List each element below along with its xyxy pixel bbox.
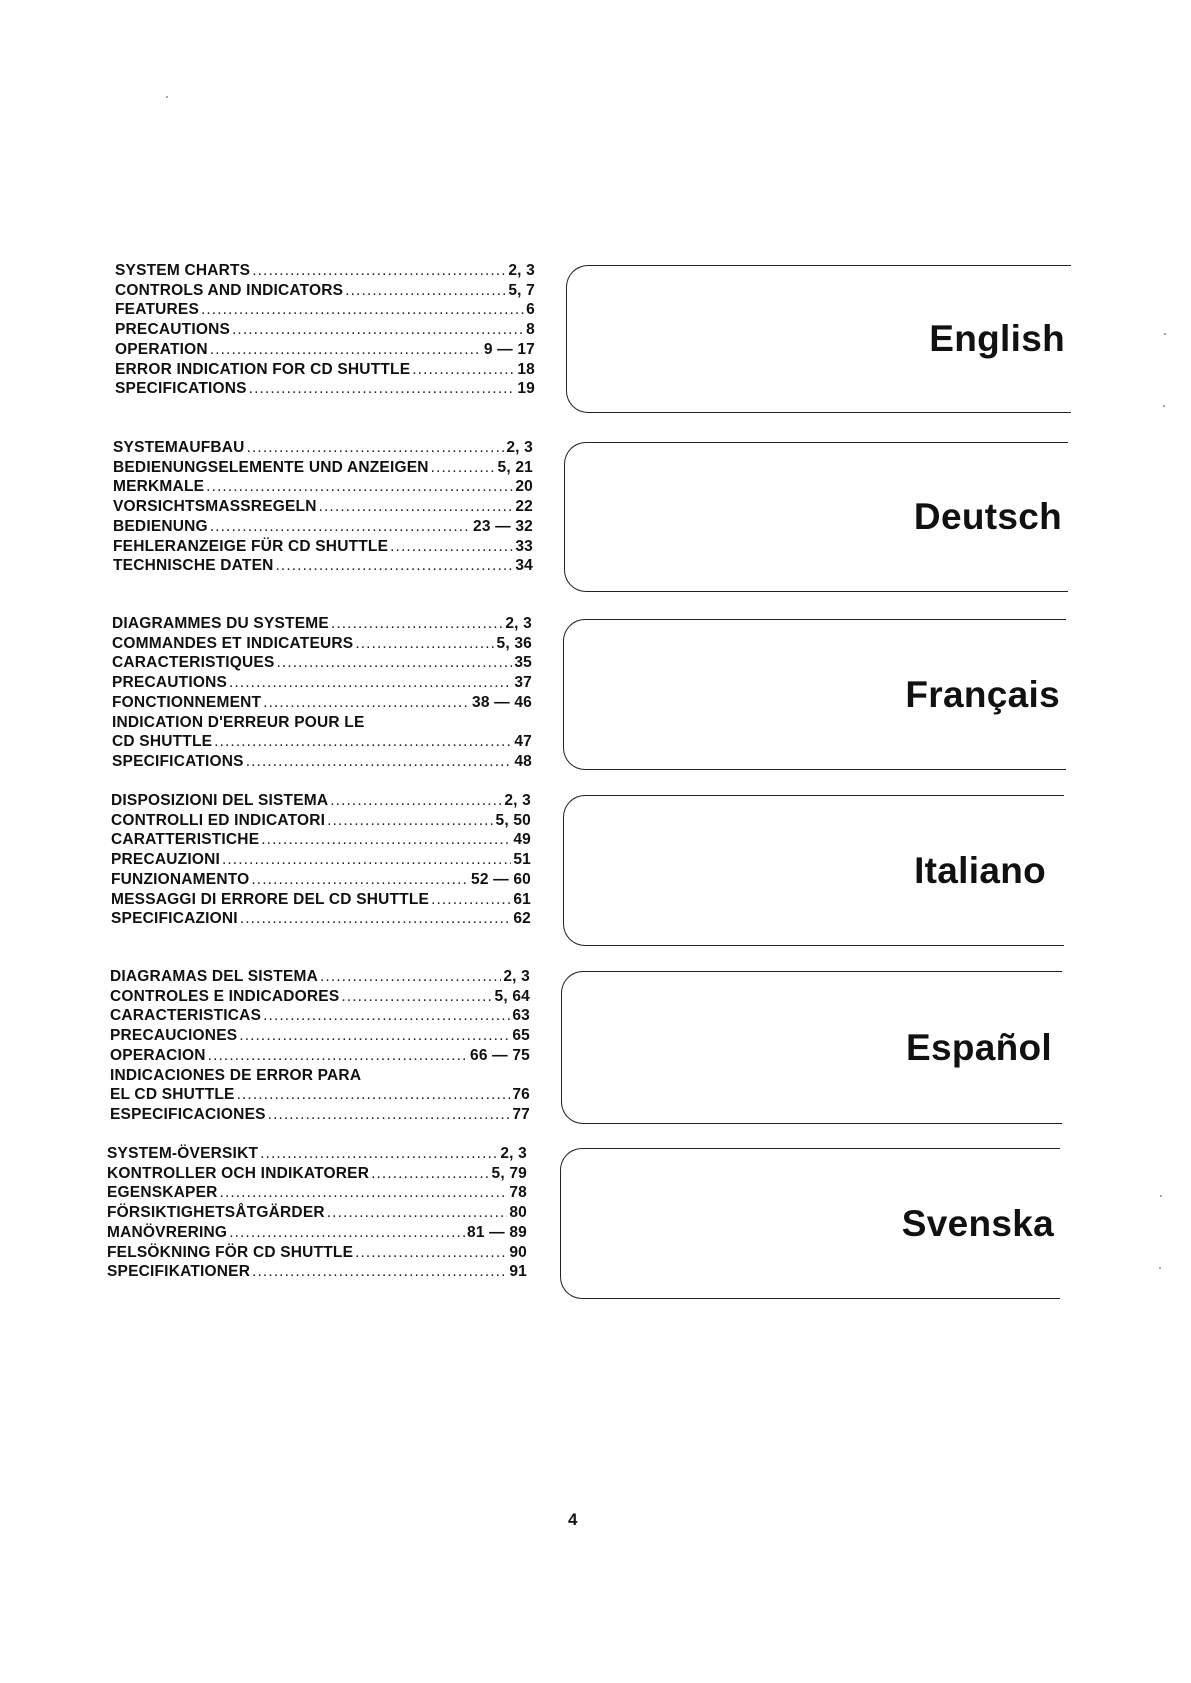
toc-entry-pages: 23 — 32 xyxy=(473,517,533,535)
dot-leader xyxy=(240,909,512,929)
dot-leader xyxy=(431,458,496,478)
toc-entry-title: FEATURES xyxy=(115,301,199,319)
toc-entry-title: INDICATION D'ERREUR POUR LE xyxy=(112,713,365,731)
dot-leader xyxy=(331,614,503,634)
toc-entry-pages: 37 xyxy=(514,674,532,692)
toc-entry-pages: 49 xyxy=(513,831,531,849)
toc-entry[interactable] xyxy=(107,1144,527,1164)
toc-entry[interactable] xyxy=(107,1223,527,1243)
toc-entry-pages: 62 xyxy=(513,910,531,928)
toc-entry-pages: 80 xyxy=(509,1204,527,1222)
toc-entry-pages: 5, 21 xyxy=(497,458,533,476)
toc-list xyxy=(113,438,533,576)
toc-entry-pages: 2, 3 xyxy=(505,615,532,632)
language-tab[interactable] xyxy=(564,442,1068,592)
toc-entry[interactable] xyxy=(111,830,531,850)
dot-leader xyxy=(268,1105,511,1125)
toc-entry-pages: 65 xyxy=(512,1027,530,1045)
dot-leader xyxy=(327,1203,508,1223)
toc-entry-title: PRECAUCIONES xyxy=(110,1027,238,1045)
toc-entry[interactable] xyxy=(115,281,535,301)
toc-entry-title: ERROR INDICATION FOR CD SHUTTLE xyxy=(115,360,411,378)
toc-entry-title: SYSTEM CHARTS xyxy=(115,262,251,279)
toc-entry-title: MANÖVRERING xyxy=(107,1223,228,1241)
toc-entry-pages: 52 — 60 xyxy=(471,870,531,888)
toc-entry[interactable] xyxy=(113,438,533,458)
toc-entry[interactable] xyxy=(110,1105,530,1125)
toc-entry-pages: 5, 36 xyxy=(496,634,532,652)
dot-leader xyxy=(239,1026,510,1046)
toc-list xyxy=(111,791,531,929)
scan-speck xyxy=(1160,1195,1162,1197)
toc-entry[interactable] xyxy=(111,811,531,831)
toc-entry-pages: 5, 7 xyxy=(508,281,535,299)
language-label: Svenska xyxy=(901,1202,1054,1244)
toc-entry-title: SPECIFICAZIONI xyxy=(111,910,238,928)
dot-leader xyxy=(252,261,506,281)
dot-leader xyxy=(249,379,516,399)
toc-entry-title: FÖRSIKTIGHETSÅTGÄRDER xyxy=(107,1204,325,1222)
dot-leader xyxy=(390,537,513,557)
toc-entry-pages: 34 xyxy=(515,557,533,575)
toc-entry-title: BEDIENUNGSELEMENTE UND ANZEIGEN xyxy=(113,458,429,476)
toc-entry-title: CARACTERISTIQUES xyxy=(112,654,275,672)
dot-leader xyxy=(355,634,494,654)
toc-entry-pages: 2, 3 xyxy=(504,792,531,809)
toc-entry-title: DISPOSIZIONI DEL SISTEMA xyxy=(111,792,329,809)
toc-entry-pages: 35 xyxy=(514,654,532,672)
dot-leader xyxy=(232,320,524,340)
toc-entry[interactable] xyxy=(113,477,533,497)
scan-speck xyxy=(166,96,168,98)
toc-entry-title: EL CD SHUTTLE xyxy=(110,1086,235,1104)
scan-speck xyxy=(1159,1267,1161,1269)
dot-leader xyxy=(319,497,514,517)
dot-leader xyxy=(431,890,511,910)
toc-entry[interactable] xyxy=(112,732,532,752)
toc-entry-pages: 5, 64 xyxy=(494,987,530,1005)
language-label: English xyxy=(929,318,1065,359)
toc-entry-title: FUNZIONAMENTO xyxy=(111,870,250,888)
toc-entry-title: SPECIFICATIONS xyxy=(112,752,244,770)
toc-entry-title: DIAGRAMAS DEL SISTEMA xyxy=(110,968,319,985)
toc-entry-title: PRECAUTIONS xyxy=(115,321,231,339)
toc-entry[interactable] xyxy=(115,300,535,320)
toc-entry-pages: 5, 79 xyxy=(491,1164,527,1182)
dot-leader xyxy=(201,300,524,320)
toc-entry-pages: 51 xyxy=(513,851,531,869)
toc-entry[interactable] xyxy=(110,1066,530,1086)
toc-entry-title: KONTROLLER OCH INDIKATORER xyxy=(107,1164,370,1182)
toc-entry-pages: 48 xyxy=(514,752,532,770)
toc-entry[interactable] xyxy=(111,890,531,910)
toc-entry-title: SPECIFIKATIONER xyxy=(107,1263,251,1281)
language-tab[interactable] xyxy=(563,619,1066,770)
dot-leader xyxy=(229,673,512,693)
dot-leader xyxy=(247,438,505,458)
dot-leader xyxy=(246,752,513,772)
toc-entry-pages: 2, 3 xyxy=(503,968,530,985)
dot-leader xyxy=(276,556,514,576)
toc-entry[interactable] xyxy=(110,987,530,1007)
toc-entry[interactable] xyxy=(107,1183,527,1203)
toc-entry-pages: 20 xyxy=(515,478,533,496)
scan-speck xyxy=(1163,405,1165,407)
toc-entry-pages: 61 xyxy=(513,890,531,908)
toc-entry-title: PRECAUTIONS xyxy=(112,674,228,692)
toc-entry-title: CONTROLES E INDICADORES xyxy=(110,987,340,1005)
toc-entry-pages: 22 xyxy=(515,498,533,516)
toc-entry-title: SPECIFICATIONS xyxy=(115,380,247,398)
dot-leader xyxy=(327,811,493,831)
toc-entry-title: OPERACION xyxy=(110,1046,206,1064)
toc-entry-title: FONCTIONNEMENT xyxy=(112,693,262,711)
language-tab[interactable] xyxy=(560,1148,1060,1299)
dot-leader xyxy=(330,791,502,811)
toc-entry-pages: 9 — 17 xyxy=(483,340,535,358)
toc-entry[interactable] xyxy=(107,1203,527,1223)
toc-list xyxy=(107,1144,527,1282)
dot-leader xyxy=(252,1262,507,1282)
dot-leader xyxy=(341,987,492,1007)
toc-entry[interactable] xyxy=(110,1085,530,1105)
toc-entry[interactable] xyxy=(112,752,532,772)
toc-entry[interactable] xyxy=(115,379,535,399)
dot-leader xyxy=(263,693,470,713)
toc-entry[interactable] xyxy=(111,909,531,929)
dot-leader xyxy=(220,1183,508,1203)
dot-leader xyxy=(229,1223,465,1243)
toc-entry-pages: 47 xyxy=(514,733,532,751)
dot-leader xyxy=(263,1006,510,1026)
toc-entry[interactable] xyxy=(111,850,531,870)
toc-entry[interactable] xyxy=(113,517,533,537)
toc-entry-title: CARACTERISTICAS xyxy=(110,1007,262,1025)
toc-entry[interactable] xyxy=(112,673,532,693)
toc-entry[interactable] xyxy=(107,1262,527,1282)
toc-entry-pages: 76 xyxy=(512,1086,530,1104)
toc-entry[interactable] xyxy=(112,693,532,713)
toc-entry[interactable] xyxy=(111,791,531,811)
toc-entry-pages: 8 xyxy=(526,321,535,339)
scan-speck xyxy=(1164,333,1166,335)
dot-leader xyxy=(355,1243,507,1263)
toc-entry-title: COMMANDES ET INDICATEURS xyxy=(112,634,354,652)
dot-leader xyxy=(261,830,511,850)
toc-entry[interactable] xyxy=(115,340,535,360)
toc-entry-pages: 38 — 46 xyxy=(472,693,532,711)
toc-entry-title: SYSTEM-ÖVERSIKT xyxy=(107,1145,259,1162)
dot-leader xyxy=(210,517,471,537)
toc-entry[interactable] xyxy=(112,614,532,634)
toc-entry[interactable] xyxy=(115,261,535,281)
toc-entry[interactable] xyxy=(110,967,530,987)
toc-entry-pages: 2, 3 xyxy=(506,439,533,456)
page-number: 4 xyxy=(568,1510,578,1529)
toc-entry[interactable] xyxy=(107,1164,527,1184)
dot-leader xyxy=(210,340,482,360)
language-label: Italiano xyxy=(914,849,1046,891)
toc-entry-pages: 2, 3 xyxy=(500,1145,527,1162)
toc-entry[interactable] xyxy=(113,458,533,478)
toc-entry[interactable] xyxy=(115,320,535,340)
toc-entry-pages: 5, 50 xyxy=(495,811,531,829)
toc-entry[interactable] xyxy=(107,1243,527,1263)
toc-entry-pages: 90 xyxy=(509,1243,527,1261)
toc-entry-title: CARATTERISTICHE xyxy=(111,831,260,849)
dot-leader xyxy=(206,477,513,497)
toc-entry-title: FEHLERANZEIGE FÜR CD SHUTTLE xyxy=(113,537,389,555)
toc-entry-title: FELSÖKNING FÖR CD SHUTTLE xyxy=(107,1243,354,1261)
toc-entry-pages: 19 xyxy=(517,380,535,398)
toc-entry-pages: 63 xyxy=(512,1007,530,1025)
dot-leader xyxy=(260,1144,498,1164)
toc-entry-title: ESPECIFICACIONES xyxy=(110,1105,266,1123)
toc-entry-title: SYSTEMAUFBAU xyxy=(113,439,245,456)
dot-leader xyxy=(237,1085,511,1105)
toc-entry-pages: 77 xyxy=(512,1105,530,1123)
toc-entry[interactable] xyxy=(112,713,532,733)
toc-entry[interactable] xyxy=(110,1046,530,1066)
toc-entry-title: CD SHUTTLE xyxy=(112,733,213,751)
language-label: Español xyxy=(905,1026,1052,1068)
toc-entry-title: TECHNISCHE DATEN xyxy=(113,557,274,575)
dot-leader xyxy=(345,281,506,301)
toc-entry-pages: 66 — 75 xyxy=(470,1046,530,1064)
language-label: Deutsch xyxy=(913,496,1062,537)
toc-entry-title: BEDIENUNG xyxy=(113,517,208,535)
toc-entry-title: EGENSKAPER xyxy=(107,1184,218,1202)
toc-entry[interactable] xyxy=(111,870,531,890)
toc-entry-title: CONTROLLI ED INDICATORI xyxy=(111,811,326,829)
toc-entry[interactable] xyxy=(115,360,535,380)
toc-entry-title: OPERATION xyxy=(115,340,208,358)
dot-leader xyxy=(320,967,501,987)
toc-entry-pages: 6 xyxy=(526,301,535,319)
dot-leader xyxy=(412,360,515,380)
toc-entry[interactable] xyxy=(110,1006,530,1026)
toc-entry[interactable] xyxy=(113,556,533,576)
toc-entry[interactable] xyxy=(113,537,533,557)
dot-leader xyxy=(251,870,469,890)
toc-list xyxy=(115,261,535,399)
dot-leader xyxy=(208,1046,468,1066)
dot-leader xyxy=(222,850,511,870)
toc-list xyxy=(112,614,532,772)
dot-leader xyxy=(277,653,513,673)
toc-entry[interactable] xyxy=(113,497,533,517)
language-tab[interactable] xyxy=(561,971,1062,1124)
toc-entry-pages: 2, 3 xyxy=(508,262,535,279)
toc-entry[interactable] xyxy=(112,653,532,673)
toc-entry-pages: 33 xyxy=(515,537,533,555)
toc-entry-title: MESSAGGI DI ERRORE DEL CD SHUTTLE xyxy=(111,890,430,908)
toc-entry-pages: 18 xyxy=(517,360,535,378)
toc-entry[interactable] xyxy=(110,1026,530,1046)
language-tab[interactable] xyxy=(566,265,1071,413)
toc-entry-pages: 91 xyxy=(509,1263,527,1281)
language-tab[interactable] xyxy=(563,795,1064,946)
toc-entry-title: VORSICHTSMASSREGELN xyxy=(113,498,317,516)
toc-entry-title: MERKMALE xyxy=(113,478,205,496)
toc-entry-title: INDICACIONES DE ERROR PARA xyxy=(110,1066,362,1084)
toc-entry-pages: 81 — 89 xyxy=(467,1223,527,1241)
toc-entry-title: PRECAUZIONI xyxy=(111,851,220,869)
language-label: Français xyxy=(905,673,1060,715)
toc-entry-pages: 78 xyxy=(509,1184,527,1202)
toc-list xyxy=(110,967,530,1125)
toc-entry[interactable] xyxy=(112,634,532,654)
dot-leader xyxy=(371,1164,489,1184)
toc-entry-title: CONTROLS AND INDICATORS xyxy=(115,281,344,299)
dot-leader xyxy=(214,732,512,752)
toc-entry-title: DIAGRAMMES DU SYSTEME xyxy=(112,615,329,632)
